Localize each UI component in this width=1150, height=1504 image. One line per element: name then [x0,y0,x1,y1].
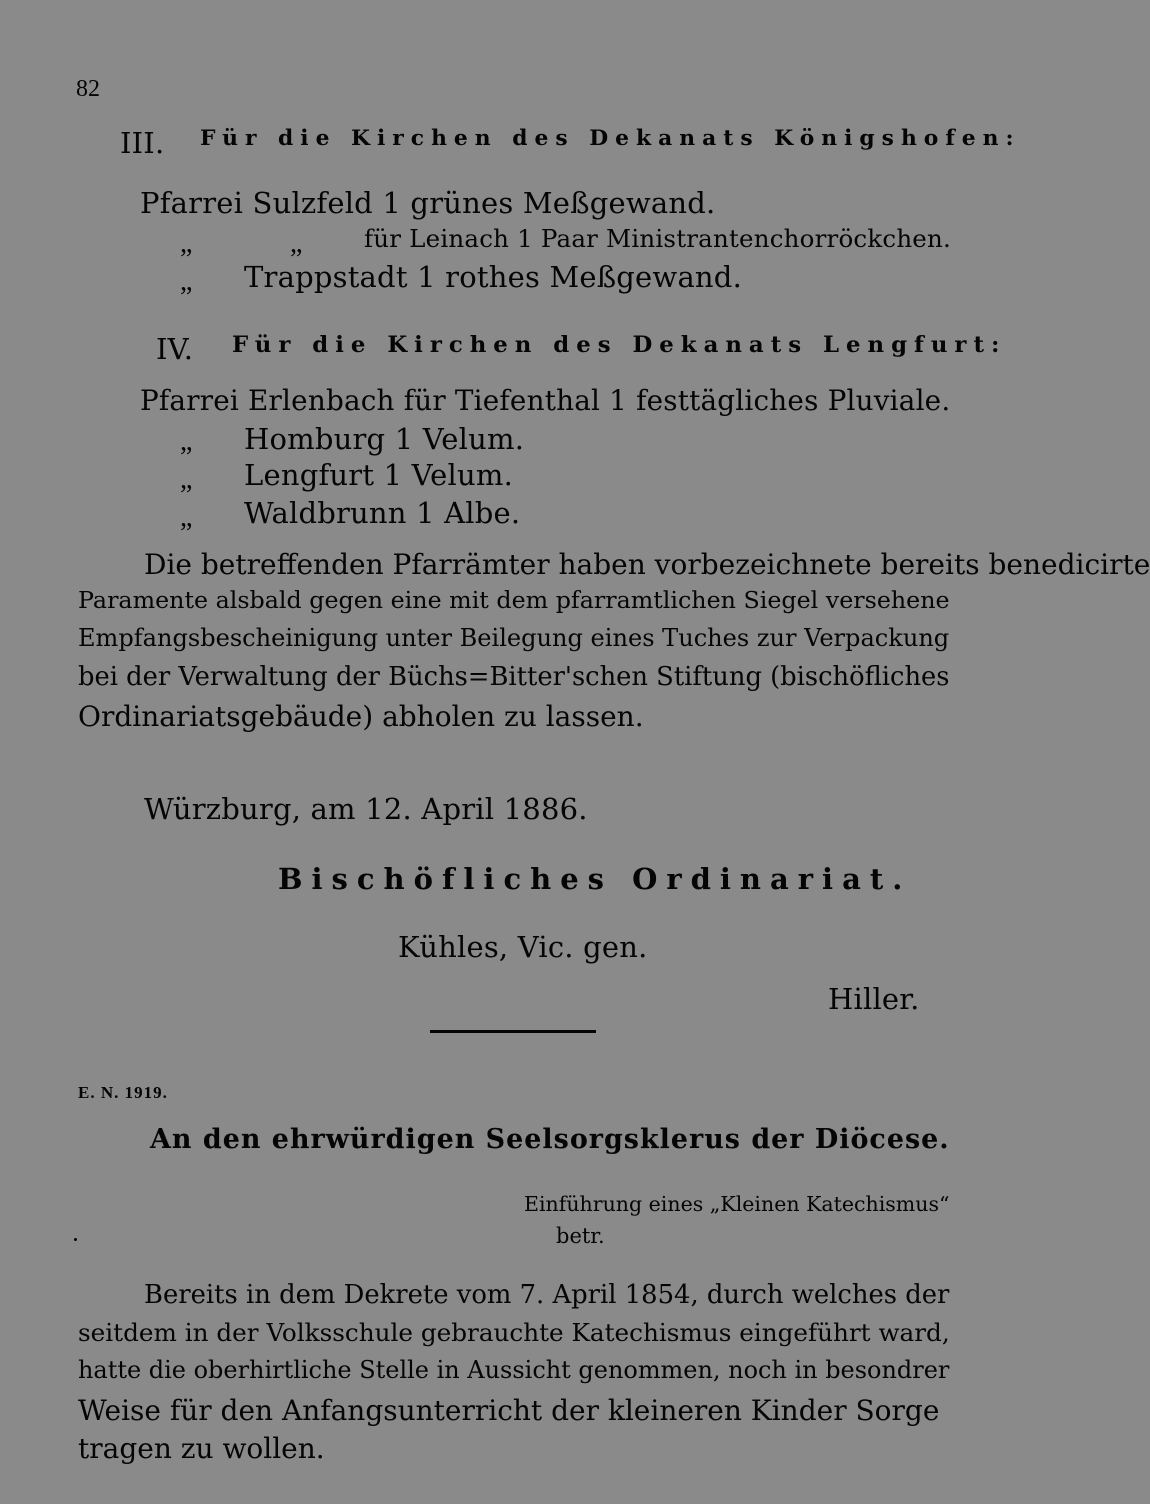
section-4-line-2: Homburg 1 Velum. [244,422,525,456]
section-4-line-3: Lengfurt 1 Velum. [244,458,513,492]
paragraph-1-line: bei der Verwaltung der Büchs=Bitter'schen Stiftung (bischöfliches [78,662,950,692]
signature-hiller: Hiller. [828,982,920,1016]
paragraph-1-line: Empfangsbescheinigung unter Beilegung eines Tuches zur Verpackung [78,624,950,652]
ditto-mark: „ [180,502,193,533]
section-3-line-3: Trappstadt 1 rothes Meßgewand. [244,260,742,294]
section-3-line-2: für Leinach 1 Paar Ministrantenchorröckchen. [364,224,951,253]
paragraph-2-line: Weise für den Anfangsunterricht der kleineren Kinder Sorge [78,1394,940,1427]
subject-line: betr. [556,1224,605,1248]
paragraph-1-line: Ordinariatsgebäude) abholen zu lassen. [78,700,644,733]
ditto-mark: „ [290,228,303,259]
separator-rule [430,1030,596,1033]
page-number: 82 [76,76,100,102]
signature-vicar-general: Kühles, Vic. gen. [398,930,648,964]
ditto-mark: „ [180,228,193,259]
ditto-mark: „ [180,426,193,457]
section-3-title: Für die Kirchen des Dekanats Königshofen: [200,126,1021,151]
authority: Bischöfliches Ordinariat. [278,862,912,896]
paragraph-2-line: seitdem in der Volksschule gebrauchte Katechismus eingeführt ward, [78,1318,950,1347]
ditto-mark: „ [180,464,193,495]
ditto-mark: „ [180,266,193,297]
section-3-numeral: III. [120,126,165,160]
paragraph-2-line: hatte die oberhirtliche Stelle in Aussicht genommen, noch in besondrer [78,1356,950,1384]
dateline: Würzburg, am 12. April 1886. [144,792,588,826]
paragraph-1-line: Paramente alsbald gegen eine mit dem pfarramtlichen Siegel versehene [78,586,950,614]
paragraph-2-line: tragen zu wollen. [78,1432,325,1465]
section-4-numeral: IV. [156,332,194,366]
section-3-line-1: Pfarrei Sulzfeld 1 grünes Meßgewand. [140,186,716,220]
reference-number: E. N. 1919. [78,1083,168,1102]
paragraph-2-line: Bereits in dem Dekrete vom 7. April 1854, durch welches der [144,1280,950,1310]
section-4-title: Für die Kirchen des Dekanats Lengfurt: [232,332,1007,358]
decree-heading: An den ehrwürdigen Seelsorgsklerus der Diöcese. [150,1124,950,1155]
subject-line: Einführung eines „Kleinen Katechismus“ [524,1192,950,1216]
print-speck [74,1238,77,1241]
paragraph-1-line: Die betreffenden Pfarrämter haben vorbezeichnete bereits benedicirte [144,548,1150,581]
section-4-line-4: Waldbrunn 1 Albe. [244,496,521,530]
section-4-line-1: Pfarrei Erlenbach für Tiefenthal 1 festtägliches Pluviale. [140,384,951,417]
